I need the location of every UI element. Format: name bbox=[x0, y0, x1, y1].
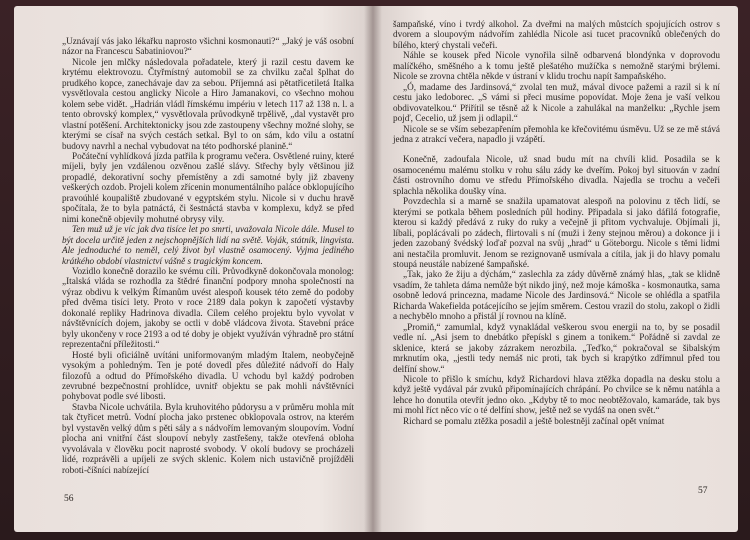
left-page-text bbox=[62, 36, 354, 475]
paragraph: Počáteční vyhlídková jízda patřila k programu večera. Osvětlené ruiny, které míjeli, byly jen vzdálenou ozvěnou zašlé slávy. Střechy byly většinou již propadlé, dekorativní sochy přemístěny a zdi samotné byly již zbaveny veškerých ozdob. Projeli kolem zřícenin monumentálního paláce obklopujícího pravoúhlé koupaliště zbudované v egyptském stylu. Nicole si v duchu hravě spočítala, že to byla patnáctá, či šestnáctá stavba v komplexu, když se před nimi konečně objevily mohutné obrysy vily. bbox=[62, 150, 354, 224]
page-number: 57 bbox=[698, 486, 708, 496]
paragraph: Povzdechla si a marně se snažila upamatovat alespoň na polovinu z těch lidí, se kterými se potkala během posledních půl hodiny. Připadala si jako dáfilá fotografie, kterou si každý předává z ruky do ruky a večejně ji přitom vychvaluje. Objímali ji, líbali, poplácávali po zádech, flirtovali s ní (muži i ženy stejnou měrou) a dokonce ji i jeden zazobaný švédský loďař pozval na svůj „hrad“ u Göteborgu. Nicole s těmi lidmi ani nestačila promluvit. Jenom se rezignovaně usmívala a cítila, jak ji do hlavy pomalu stoupá neustále nabízené šampaňské. bbox=[393, 196, 720, 269]
paragraph: „Uznávají vás jako lékařku naprosto všichni kosmonauti?“ „Jaký je váš osobní názor na Francescu Sabatiniovou?“ bbox=[62, 36, 354, 57]
right-page bbox=[373, 6, 738, 532]
paragraph: Nicole to přišlo k smíchu, když Richardovi hlava ztěžka dopadla na desku stolu a když ještě vydával pár zvuků připomínajících chrápání. Po chvilce se k němu natáhla a lehce ho donutila otevřít jedno oko. „Kdyby tě to moc neobtěžovalo, kamaráde, tak bys mi mohl říct něco víc o té delfíní show, ještě než se vydáš na onen svět.“ bbox=[393, 373, 720, 416]
paragraph: Nicole jen mlčky následovala pořadatele, který ji razil cestu davem ke krytému elektrovozu. Čtyřmístný automobil se za chvilku začal šplhat do prudkého kopce, zanechávaje dav za sebou. Příjemná asi pětatřicetiletá Italka vysvětlovala cestou anglicky Nicole a Hiro Jamanakovi, co všechno mohou kolem sebe vidět. „Hadrián vládl římskému impériu v letech 117 až 138 n. l. a tento obrovský komplex,“ vysvětlovala průvodkyně trpělivě, „dal vystavět pro vlastní potěšení. Architektonicky jsou zde zastoupeny všechny možné slohy, se kterými se císař na svých cestách setkal. Byl to on sám, kdo vilu a ostatní budovy navrhl a nechal vybudovat na této podhorské planině.“ bbox=[62, 56, 354, 151]
paragraph: šampaňské, víno i tvrdý alkohol. Za dveřmi na malých můstcích spojujících ostrov s dvorem a sloupovým nádvořím zahlédla Nicole asi tucet pracovníků oblečených do bílého, který chystali večeři. bbox=[393, 19, 720, 50]
paragraph: Richard se pomalu ztěžka posadil a ještě bolestněji začínal opět vnímat bbox=[403, 415, 665, 426]
paragraph: „Tak, jako že žiju a dýchám,“ zaslechla za zády důvěrně známý hlas, „tak se klidně vsadím, že tahleta dáma nemůže být nikdo jiný, než moje kámoška - kosmonautka, sama osobně ledová princezna, madame Nicole des Jardinsová.“ Nicole se ohlédla a spatřila Richarda Wakefielda potácejícího se jejím směrem. Cestou vrazil do stolu, zakopl o židli a nechybělo mnoho a přistál jí rovnou na klíně. bbox=[393, 269, 720, 322]
paragraph: Vozidlo konečně dorazilo ke svému cíli. Průvodkyně dokončovala monolog: „Italská vláda se rozhodla za štědré finanční podpory mnoha společností na výraz obdivu k velkým Římanům uvést alespoň kousek této země do podoby před dvěma tisíci lety. Proto v roce 2189 dala pokyn k započetí výstavby dokonalé repliky Hadrinova divadla. Cílem celého projektu bylo vyvolat v návštěvnících dojem, jakoby se octli v době vládcova života. Stavební práce byly ukončeny v roce 2193 a od té doby je objekt využíván výhradně pro státní reprezentační příležitosti.“ bbox=[62, 265, 354, 350]
paragraph: Nicole se se vším sebezapřením přemohla ke křečovitému úsměvu. Už se ze mě stává jedna z atrakcí večera, napadlo ji vzápětí. bbox=[393, 123, 720, 144]
right-page-text bbox=[393, 19, 720, 426]
left-page bbox=[14, 6, 373, 532]
paragraph: Hosté byli oficiálně uvítáni uniformovaným mladým Italem, neobyčejně vysokým a pohledným. Ten je poté dovedl přes důležité nádvoří do Haly filozofů a odtud do Přímořského divadla. U vchodu byl každý podroben zevrubné bezpečnostní prohlídce, uvnitř objektu se pak mohli návštěvníci pohybovat podle své libosti. bbox=[62, 349, 354, 402]
paragraph-italic: Ten muž už je víc jak dva tisíce let po smrti, uvažovala Nicole dále. Musel to být docela určitě jeden z nejschopnějších lidí na světě. Voják, státník, lingvista. Ale jednoduché to neměl, celý život byl vlastně osamocený. Vyjma jediného krátkého období vlastnictví vášně s tragickým koncem. bbox=[62, 224, 354, 266]
page-number: 56 bbox=[64, 494, 74, 504]
paragraph: Náhle se kousek před Nicole vynořila silně odbarvená blondýnka v doprovodu malíčkého, směšného a k tomu ještě plešatého mužíčka s nemožně starými brýlemi. Nicole se zrovna chtěla někde v ústraní v klidu trochu napít šampaňského. bbox=[393, 50, 720, 82]
paragraph: „Ó, madame des Jardinsová,“ zvolal ten muž, mával divoce pažemi a razil si k ní cestu jako ledoborec. „S vámi si přeci musíme popovídat. Moje žena je vaší velkou obdivovatelkou.“ Přiřítil se těsně až k Nicole a zahulákal na manželku: „Rychle jsem pojď, Cecelio, už jsem ji odlapil.“ bbox=[393, 81, 720, 124]
paragraph: Konečně, zadoufala Nicole, už snad budu mít na chvíli klid. Posadila se k osamocenému malému stolku v rohu sálu zády ke dveřím. Pokoj byl situován v zadní části ostrovního domu ve středu Přímořského divadla. Najedla se trochu a večeři splachla několika doušky vína. bbox=[393, 154, 720, 196]
paragraph: „Promiň,“ zamumlal, když vynakládal veškerou svou energii na to, by se posadil vedle ní. „Asi jsem to dnebátko přepískl s ginem a tonikem.“ Pořádně si zavdal ze sklenice, která se jakoby zázrakem nerozbila. „Teďko,“ pokračoval se šibalským mrknutím oka, „jestli tedy nemáš nic proti, tak bych si krapýtko zdřímnul před tou delfíní show.“ bbox=[393, 321, 720, 374]
paragraph: Stavba Nicole uchvátila. Byla kruhovitého půdorysu a v průměru mohla mít tak čtyřicet metrů. Vodní plocha jako prstenec obklopovala ostrov, na kterém byl vystavěn velký dům s pěti sály a s nádvořím lemovaným sloupovím. Vodní plocha ani vnitřní část sloupoví nebyly zastřešeny, takže otevřená obloha vyvolávala v člověku pocit naprosté svobody. V okolí budovy se procházeli lidé, rozprávěli a upíjeli ze svých sklenic. Kolem nich ustavičně projížděli roboti-číšníci nabízející bbox=[62, 401, 354, 475]
